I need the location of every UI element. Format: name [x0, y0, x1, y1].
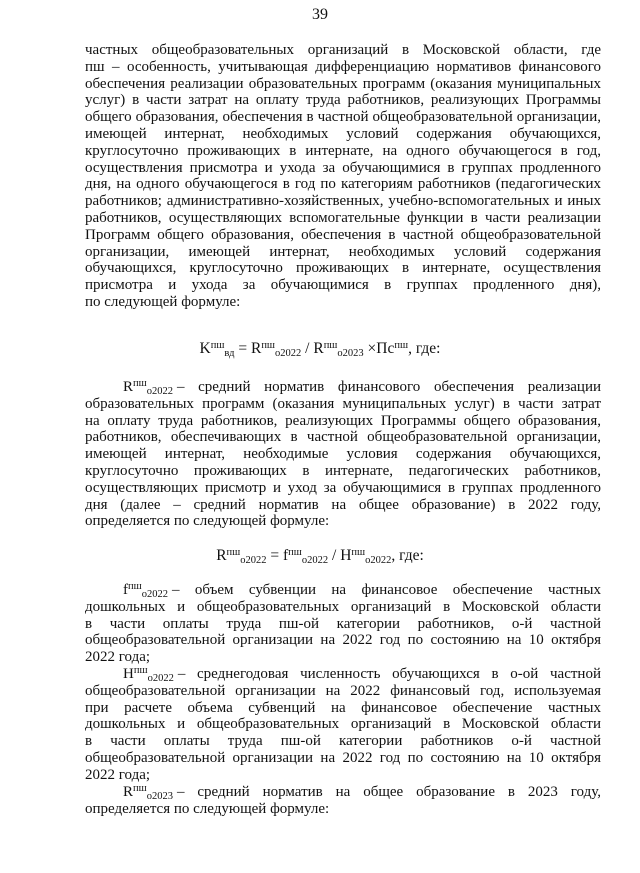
text-line: имеющей интернат, необходимые условия содержания обучающихся, — [85, 446, 601, 463]
definition-first-line: $H^{пш}_{o2022}$ – среднегодовая численность обучающихся в о-ой частной — [123, 665, 601, 684]
formula-r2022: $R^{пш}_{o2022} = f^{пш}_{o2022} / H^{пш}_{o2022}$, где: — [216, 547, 424, 566]
text-line: образовательных программ (оказания муниципальных услуг) в части затрат — [85, 395, 601, 412]
text-line: частных общеобразовательных организаций в Московской области, где — [85, 42, 601, 58]
definition-r2023 — [85, 784, 601, 818]
text-line: услуг) в части затрат на оплату труда работников, реализующих Программы — [85, 92, 601, 109]
formula-symbol: $H^{пш}_{o2022}$ — [123, 665, 174, 684]
text-line: присмотра и ухода за обучающимися в группах продленного дня), — [85, 277, 601, 294]
definition-first-line: $R^{пш}_{o2022}$ – средний норматив финансового обеспечения реализации — [123, 378, 601, 397]
text-line: 2022 года; — [85, 766, 151, 783]
text-line: в части оплаты труда пш-ой категории работников, о-й частной — [85, 615, 601, 632]
formula-symbol: $f^{пш}_{o2022}$ — [283, 547, 329, 566]
text-line: общеобразовательной организации на 2022 год по состоянию на 10 октября — [85, 749, 601, 766]
formula-k: $K^{пш}_{вд} = R^{пш}_{o2022} / R^{пш}_{o2023} \times Пс^{пш}$, где: — [199, 340, 441, 359]
text-line: по следующей формуле: — [85, 293, 241, 310]
text-line: осуществления присмотра и ухода за обучающимися в группах продленного — [85, 159, 601, 176]
text-line: общеобразовательной организации на 2022 год по состоянию на 10 октября — [85, 632, 601, 649]
definition-h2022 — [85, 666, 601, 784]
formula-symbol: $R^{пш}_{o2023}$ — [123, 783, 173, 802]
text-line: обеспечения реализации образовательных программ (оказания муниципальных — [85, 75, 601, 92]
text-line: на оплату труда работников, реализующих Программы общего образования, — [85, 412, 601, 429]
text-line: в части оплаты труда пш-ой категории работников о-й частной — [85, 733, 601, 750]
formula-symbol: $H^{пш}_{o2022}$ — [340, 547, 392, 566]
formula-symbol: $R^{пш}_{o2022}$ — [216, 547, 267, 566]
definition-r2022 — [85, 379, 601, 530]
text-line: дошкольных и общеобразовательных организаций в Московской области — [85, 598, 601, 615]
text-line: определяется по следующей формуле: — [85, 513, 330, 530]
text-line: при расчете объема субвенций на финансовое обеспечение частных — [85, 699, 601, 716]
text-line: дня (далее – средний норматив на общее образование) в 2022 году, — [85, 496, 601, 513]
text-line: 2022 года; — [85, 649, 151, 666]
text-line: пш – особенность, учитывающая дифференциацию нормативов финансового — [85, 58, 601, 75]
definition-f2022 — [85, 582, 601, 666]
text-line: работников; административно-хозяйственных, учебно-вспомогательных и иных — [85, 193, 601, 210]
formula-symbol: $K^{пш}_{вд}$ — [199, 340, 235, 359]
formula-symbol: $R^{пш}_{o2022}$ — [250, 340, 302, 359]
text-line: общего образования, обеспечения в частной общеобразовательной организации, — [85, 109, 601, 126]
definition-first-line: $f^{пш}_{o2022}$ – объем субвенции на финансовое обеспечение частных — [123, 581, 601, 600]
formula-symbol: $R^{пш}_{o2022}$ — [123, 378, 173, 397]
text-line: круглосуточно проживающих в интернате, на одного обучающегося в год, — [85, 142, 601, 159]
text-line: определяется по следующей формуле: — [85, 800, 330, 817]
text-line: осуществляющих присмотр и уход за обучающимися в группах продленного — [85, 479, 601, 496]
text-line: общеобразовательной организации на 2022 финансовый год, используемая — [85, 682, 601, 699]
text-line: работников, обеспечивающих в частной общеобразовательной организации, — [85, 429, 601, 446]
text-line: Программ общего образования, обеспечения в частной общеобразовательной — [85, 226, 601, 243]
text-line: имеющей интернат, необходимых условий содержания обучающихся, — [85, 125, 601, 142]
page-number: 39 — [312, 6, 328, 23]
text-line: организации, имеющей интернат, необходимых условий содержания — [85, 243, 601, 260]
formula-symbol: $f^{пш}_{o2022}$ — [123, 581, 168, 600]
definition-first-line: $R^{пш}_{o2023}$ – средний норматив на общее образование в 2023 году, — [123, 783, 601, 802]
formula-symbol: пш — [394, 340, 409, 351]
text-line: круглосуточно проживающих в интернате, педагогических работников, — [85, 462, 601, 479]
formula-symbol: $R^{пш}_{o2023}$ — [313, 340, 364, 359]
text-line: работников, осуществляющих вспомогательные функции в части реализации — [85, 209, 601, 226]
text-line: обучающихся, круглосуточно проживающих в интернате, осуществления — [85, 260, 601, 277]
text-line: дня, на одного обучающегося в год по категориям работников (педагогических — [85, 176, 601, 193]
text-line: дошкольных и общеобразовательных организаций в Московской области — [85, 716, 601, 733]
intro-paragraph — [85, 42, 601, 311]
